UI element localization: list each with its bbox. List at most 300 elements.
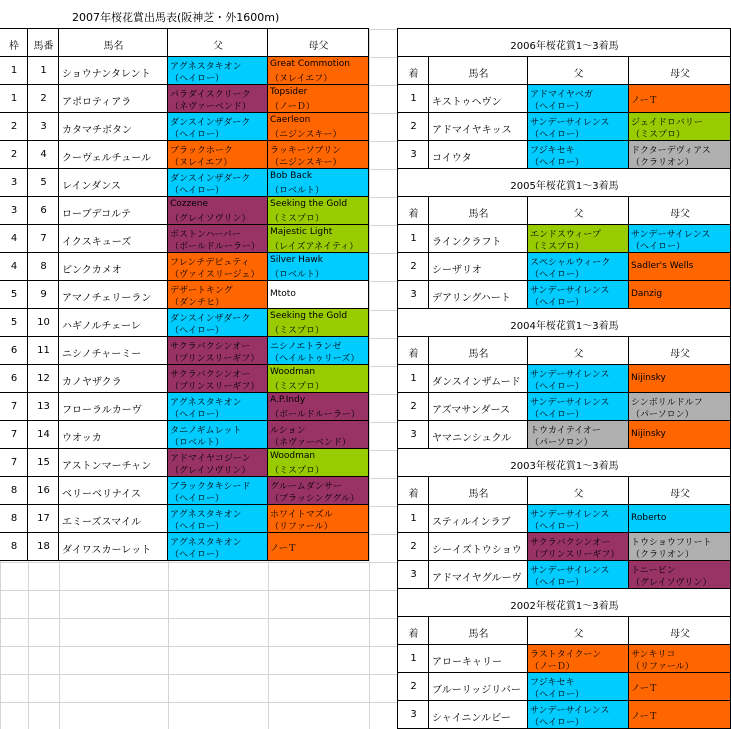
cell-line-1: Bob Back [270,171,313,181]
cell-line-2: （ノーＤ） [270,102,315,112]
rank: 2 [410,401,417,412]
header-sire [527,56,629,85]
frame-number-cell [0,532,28,561]
cell-line-2: （ヘイロー） [530,718,585,728]
cell-line-1: Great Commotion [270,59,350,69]
frame-number-cell [0,336,28,365]
cell-line-1: グルームダンサー [270,482,342,492]
horse-number-cell [27,448,59,477]
cell-line-1: アドマイヤベガ [530,90,593,100]
horse-name-cell[interactable] [428,112,528,141]
horse-name-cell[interactable] [58,280,168,309]
cell-line-1: ラストタイクーン [530,650,602,660]
sire-cell[interactable] [527,644,629,673]
horse-number: 4 [40,149,47,160]
sire-cell[interactable] [167,252,268,281]
horse-name-cell[interactable] [58,252,168,281]
cell-line-1: アグネスタキオン [170,510,242,520]
horse-name-cell[interactable] [58,392,168,421]
horse-name: カタマチボタン [62,125,132,136]
sire-cell[interactable] [527,392,629,421]
sire-cell[interactable] [167,56,268,85]
sire-cell[interactable] [527,140,629,169]
horse-name: イクスキューズ [62,237,132,248]
sire-cell[interactable] [167,476,268,505]
cell-line-1: Woodman [270,367,316,377]
damsire-cell[interactable] [267,280,369,309]
rank: 1 [410,233,417,244]
sire-cell[interactable] [167,196,268,225]
damsire-cell[interactable] [267,112,369,141]
frame-number-cell [0,196,28,225]
horse-name-cell[interactable] [58,56,168,85]
header-horse-name [428,616,528,645]
header-damsire [628,476,731,505]
cell-line-2: （ミスプロ） [631,130,686,140]
frame-number-cell [0,84,28,113]
cell-line-1: ノーＴ [270,544,297,554]
damsire-cell[interactable] [628,700,731,729]
rank: 2 [410,541,417,552]
damsire-cell[interactable] [628,364,731,393]
horse-name-cell[interactable] [58,112,168,141]
horse-number-cell [27,168,59,197]
sire-cell[interactable] [527,112,629,141]
damsire-cell[interactable] [267,448,369,477]
cell-line-1: サンデーサイレンス [530,286,610,296]
cell-line-2: （パーソロン） [631,410,694,420]
past-block-title [397,168,731,197]
past-block-title [397,588,731,617]
cell-line-1: アドマイヤコジーン [170,454,251,464]
header-label: 母父 [670,629,690,640]
horse-name-cell[interactable] [58,196,168,225]
damsire-cell[interactable] [628,672,731,701]
cell-line-2: （ボールドルーラー） [270,410,360,420]
horse-name: アマノチェリーラン [62,293,152,304]
horse-name-cell[interactable] [58,476,168,505]
horse-name: ピンクカメオ [62,265,122,276]
damsire-cell[interactable] [628,112,731,141]
horse-name-cell[interactable] [58,448,168,477]
cell-line-1: Topsider [270,87,308,97]
cell-line-2: （プリンスリーギフ） [170,382,260,392]
header-label: 父 [573,489,584,500]
frame-number-cell [0,224,28,253]
cell-line-2: （グレイソヴリン） [631,578,712,588]
damsire-cell[interactable] [628,560,731,589]
header-rank [397,196,429,225]
cell-line-2: （ヘイロー） [530,158,585,168]
horse-number-cell [27,392,59,421]
rank: 1 [410,93,417,104]
damsire-cell[interactable] [628,280,731,309]
cell-line-2: （レイズアネイティ） [270,242,359,252]
frame-number: 5 [10,289,18,300]
cell-line-2: （グレイソヴリン） [170,466,251,476]
horse-number-cell [27,112,59,141]
sire-cell[interactable] [527,364,629,393]
horse-name: キストゥヘヴン [432,97,502,108]
past-block-title [397,28,731,57]
past-block-title-text: 2006年桜花賞1〜3着馬 [510,41,619,52]
frame-number-cell [0,448,28,477]
cell-line-2: （ミスプロ） [270,326,325,336]
horse-number: 12 [37,373,50,384]
header-label: 馬名 [468,209,489,220]
rank-cell [397,532,429,561]
past-block-title [397,308,731,337]
header-label: 着 [408,489,419,500]
header-damsire [628,196,731,225]
cell-line-1: Seeking the Gold [270,311,348,321]
horse-number: 1 [40,65,47,76]
header-sire [527,336,629,365]
sire-cell[interactable] [527,84,629,113]
cell-line-2: （ダンチヒ） [170,298,225,308]
frame-number: 1 [10,65,18,76]
rank-cell [397,504,429,533]
horse-name-cell[interactable] [428,700,528,729]
damsire-cell[interactable] [267,308,369,337]
header-label: 馬名 [468,69,489,80]
sire-cell[interactable] [527,672,629,701]
cell-line-2: （ヘイロー） [530,578,585,588]
header-label: 馬番 [33,41,54,52]
header-label: 着 [408,69,419,80]
damsire-cell[interactable] [267,364,369,393]
horse-name-cell[interactable] [428,224,528,253]
rank: 3 [410,429,417,440]
cell-line-2: （ヘイロー） [530,130,585,140]
horse-name-cell[interactable] [428,560,528,589]
cell-line-2: （ヘイロー） [530,522,585,532]
horse-number-cell [27,56,59,85]
cell-line-1: Cozzene [170,199,209,209]
cell-line-1: Woodman [270,451,316,461]
header-label: 父 [573,209,584,220]
cell-line-1: ダンスインザダーク [170,314,251,324]
horse-name-cell[interactable] [428,364,528,393]
frame-number: 6 [10,345,18,356]
sire-cell[interactable] [527,224,629,253]
horse-number-cell [27,224,59,253]
header-label: 母父 [670,489,690,500]
rank: 3 [410,289,417,300]
horse-name-cell[interactable] [428,140,528,169]
horse-name-cell[interactable] [428,672,528,701]
horse-number: 14 [37,429,50,440]
damsire-cell[interactable] [628,140,731,169]
damsire-cell[interactable] [267,196,369,225]
sire-cell[interactable] [167,112,268,141]
header-sire [167,28,268,57]
rank-cell [397,672,429,701]
damsire-cell[interactable] [267,476,369,505]
cell-line-1: サンデーサイレンス [631,230,711,240]
horse-name-cell[interactable] [428,392,528,421]
header-umaban [27,28,59,57]
cell-line-2: （ヘイロー） [530,102,585,112]
cell-line-1: ボストンハーバー [170,230,241,240]
damsire-cell[interactable] [267,140,369,169]
horse-name-cell[interactable] [58,168,168,197]
frame-number: 1 [10,93,18,104]
cell-line-1: ブラックタキシード [170,482,251,492]
horse-name-cell[interactable] [428,84,528,113]
header-sire [527,476,629,505]
damsire-cell[interactable] [267,84,369,113]
header-label: 馬名 [468,629,489,640]
past-block-title-text: 2005年桜花賞1〜3着馬 [510,181,619,192]
horse-name: コイウタ [432,153,472,164]
cell-line-2: （ヘイロー） [170,326,225,336]
cell-line-1: フレンチデピュティ [170,258,250,268]
damsire-cell[interactable] [628,532,731,561]
horse-name-cell[interactable] [428,280,528,309]
header-label: 馬名 [468,489,489,500]
horse-number-cell [27,308,59,337]
horse-name-cell[interactable] [58,532,168,561]
sire-cell[interactable] [167,140,268,169]
cell-line-2: （リファール） [270,522,333,532]
cell-line-2: （ヘイロー） [530,382,585,392]
horse-number-cell [27,140,59,169]
sire-cell[interactable] [167,392,268,421]
horse-name: デアリングハート [432,293,511,304]
damsire-cell[interactable] [628,84,731,113]
damsire-cell[interactable] [267,392,369,421]
cell-line-1: ニシノエトランゼ [270,342,342,352]
cell-line-1: サンデーサイレンス [530,566,610,576]
rank: 3 [410,569,417,580]
header-label: 母父 [670,209,690,220]
cell-line-1: Caerleon [270,115,311,125]
sheet-title: 2007年桜花賞出馬表(阪神芝・外1600m) [72,11,280,24]
header-damsire [628,56,731,85]
cell-line-2: （グレイソヴリン） [170,214,251,224]
header-label: 枠 [9,41,19,52]
cell-line-2: （ノーＤ） [530,662,575,672]
header-label: 着 [408,629,419,640]
horse-name: ヤマニンシュクル [432,433,512,444]
horse-name: アドマイヤキッス [432,125,512,136]
header-damsire [628,336,731,365]
cell-line-2: （ヘイロー） [530,690,585,700]
frame-number: 4 [10,233,18,244]
header-horse-name [428,196,528,225]
sire-cell[interactable] [167,532,268,561]
header-label: 母父 [670,69,690,80]
rank-cell [397,364,429,393]
horse-name: シャイニンルビー [432,713,511,724]
horse-name-cell[interactable] [58,504,168,533]
horse-name: レインダンス [62,181,121,192]
cell-line-2: （ヘイロー） [631,242,686,252]
cell-line-1: シンボリルドルフ [631,398,703,408]
horse-name: アポロティアラ [62,97,132,108]
damsire-cell[interactable] [267,252,369,281]
sire-cell[interactable] [527,252,629,281]
past-block-title [397,448,731,477]
header-label: 父 [573,349,584,360]
frame-number: 4 [10,261,18,272]
cell-line-1: Nijinsky [631,373,666,383]
sire-cell[interactable] [167,168,268,197]
sire-cell[interactable] [167,364,268,393]
sire-cell[interactable] [527,280,629,309]
damsire-cell[interactable] [628,252,731,281]
cell-line-2: （ブラッシンググル） [270,494,360,504]
frame-number-cell [0,308,28,337]
frame-number: 8 [10,513,18,524]
header-damsire [267,28,369,57]
horse-name: ローブデコルテ [62,209,132,220]
header-damsire [628,616,731,645]
cell-line-2: （ネヴァーベンド） [170,102,251,112]
frame-number-cell [0,112,28,141]
horse-name: ダイワスカーレット [62,545,152,556]
horse-name-cell[interactable] [58,140,168,169]
header-sire [527,196,629,225]
damsire-cell[interactable] [628,392,731,421]
sire-cell[interactable] [167,224,268,253]
horse-number: 17 [37,513,50,524]
horse-name-cell[interactable] [58,420,168,449]
past-block-title-text: 2003年桜花賞1〜3着馬 [510,461,619,472]
rank: 2 [410,121,417,132]
horse-number-cell [27,280,59,309]
horse-number: 3 [40,121,47,132]
header-rank [397,336,429,365]
cell-line-1: サクラバクシンオー [530,538,611,548]
damsire-cell[interactable] [628,504,731,533]
rank-cell [397,252,429,281]
rank-cell [397,84,429,113]
cell-line-2: （ヘイロー） [170,522,225,532]
damsire-cell[interactable] [628,420,731,449]
horse-name: スティルインラブ [432,517,511,528]
damsire-cell[interactable] [267,532,369,561]
frame-number-cell [0,280,28,309]
cell-line-1: トウカイテイオー [530,426,601,436]
header-horse-name [428,56,528,85]
header-label: 馬名 [103,41,124,52]
horse-number: 7 [40,233,47,244]
horse-name-cell[interactable] [428,644,528,673]
cell-line-1: トニービン [631,566,676,576]
cell-line-2: （パーソロン） [530,438,593,448]
horse-name-cell[interactable] [58,308,168,337]
horse-name-cell[interactable] [428,504,528,533]
frame-number: 8 [10,541,18,552]
frame-number: 3 [10,205,18,216]
damsire-cell[interactable] [267,56,369,85]
rank: 1 [410,653,417,664]
damsire-cell[interactable] [267,224,369,253]
horse-name: アドマイヤグルーヴ [432,573,522,584]
horse-number-cell [27,504,59,533]
cell-line-2: （リファール） [631,662,694,672]
cell-line-1: フジキセキ [530,678,575,688]
cell-line-2: （ロベルト） [170,438,225,448]
horse-name: ハギノルチェーレ [62,321,141,332]
horse-number: 6 [40,205,47,216]
horse-name-cell[interactable] [58,224,168,253]
damsire-cell[interactable] [267,336,369,365]
header-rank [397,56,429,85]
sire-cell[interactable] [527,700,629,729]
horse-name-cell[interactable] [428,252,528,281]
cell-line-1: ルション [270,426,306,436]
horse-name-cell[interactable] [58,336,168,365]
grid-line [369,29,370,729]
frame-number: 2 [10,149,18,160]
frame-number-cell [0,168,28,197]
sire-cell[interactable] [167,448,268,477]
horse-name-cell[interactable] [428,420,528,449]
cell-line-2: （ニジンスキー） [270,130,342,140]
horse-name-cell[interactable] [58,84,168,113]
sire-cell[interactable] [527,504,629,533]
cell-line-1: Danzig [631,289,663,299]
cell-line-2: （クラリオン） [631,158,694,168]
horse-name: ショウナンタレント [62,69,151,80]
sire-cell[interactable] [167,420,268,449]
rank: 1 [410,513,417,524]
header-horse-name [58,28,168,57]
sire-cell[interactable] [527,420,629,449]
cell-line-1: A.P.Indy [270,395,306,405]
damsire-cell[interactable] [267,168,369,197]
cell-line-1: サンデーサイレンス [530,510,610,520]
cell-line-2: （ヘイロー） [170,550,225,560]
header-label: 着 [408,209,419,220]
damsire-cell[interactable] [267,420,369,449]
cell-line-1: Nijinsky [631,429,666,439]
horse-number: 2 [40,93,47,104]
sire-cell[interactable] [167,504,268,533]
cell-line-2: （ボールドルーラー） [170,242,260,252]
frame-number-cell [0,504,28,533]
damsire-cell[interactable] [267,504,369,533]
sire-cell[interactable] [167,336,268,365]
cell-line-1: ジェイドロバリー [631,118,703,128]
damsire-cell[interactable] [628,224,731,253]
cell-line-2: （ロベルト） [270,186,325,196]
sire-cell[interactable] [167,84,268,113]
cell-line-1: サンキリコ [631,650,676,660]
horse-name: ウオッカ [62,433,102,444]
horse-name-cell[interactable] [58,364,168,393]
damsire-cell[interactable] [628,644,731,673]
horse-number: 11 [37,345,50,356]
sire-cell[interactable] [167,308,268,337]
sire-cell[interactable] [527,532,629,561]
rank-cell [397,420,429,449]
sire-cell[interactable] [167,280,268,309]
horse-number-cell [27,336,59,365]
cell-line-1: スペシャルウィーク [530,258,611,268]
sire-cell[interactable] [527,560,629,589]
horse-number: 9 [40,289,47,300]
frame-number-cell [0,476,28,505]
rank-cell [397,644,429,673]
rank-cell [397,560,429,589]
horse-name: クーヴェルチュール [62,153,152,164]
horse-name-cell[interactable] [428,532,528,561]
header-label: 着 [408,349,419,360]
